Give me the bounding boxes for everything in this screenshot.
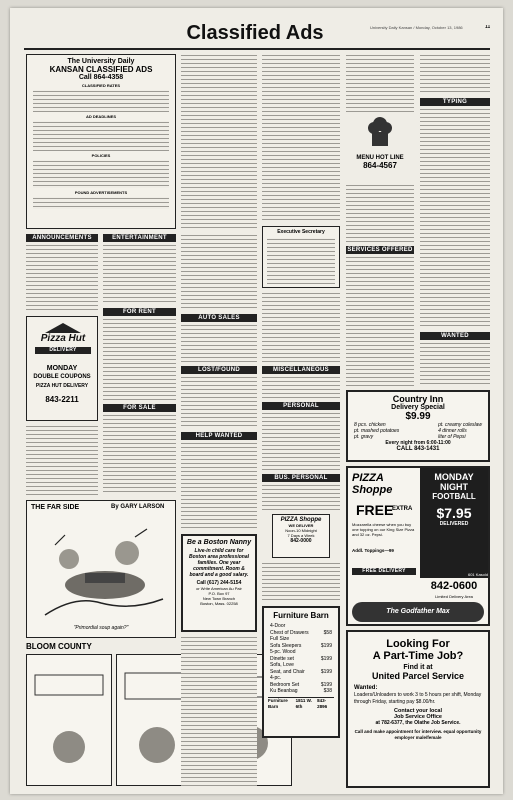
godfather-logo-text: The Godfather Max [386, 608, 450, 615]
furniture-barn-title: Furniture Barn [273, 611, 329, 620]
pizza-shoppe-small-phone: 842-0000 [290, 538, 312, 544]
country-inn-subtitle: Delivery Special [391, 404, 445, 411]
section-lost-found: LOST/FOUND [181, 366, 257, 374]
section-wanted: WANTED [420, 332, 490, 340]
ups-company: United Parcel Service [371, 671, 465, 681]
nanny-call: Call (617) 244-5154 [196, 580, 242, 586]
country-inn-ad [346, 390, 490, 462]
classified-info-box [26, 54, 176, 229]
chef-icon [346, 116, 414, 150]
pizza-shoppe-big-topping: Mozzarella cheese when you buy one topping on our King Size Pizza and 32 oz. Pepsi. [352, 522, 415, 537]
country-inn-hours: Every night from 6:00-11:00 [385, 440, 451, 446]
football-line3: FOOTBALL [432, 492, 476, 501]
ups-contact1: Contact your local [394, 708, 442, 714]
nanny-title: Be a Boston Nanny [186, 539, 252, 546]
help-wanted-text [181, 442, 257, 530]
ups-contact3: at 782-6377, the Olathe Job Service. [375, 720, 461, 726]
furniture-item: Seat, and Chair $199 [270, 668, 332, 675]
section-help-wanted: HELP WANTED [181, 432, 257, 440]
furniture-item: 5-pc. Wood [270, 649, 296, 655]
far-side-title: THE FAR SIDE [31, 504, 80, 511]
nanny-addr2: New Town Branch [202, 596, 236, 601]
pizza-hut-roof-icon [45, 323, 81, 333]
page-title: Classified Ads [186, 22, 324, 44]
furniture-barn-footer-name: Furniture Barn [268, 697, 288, 709]
pizza-shoppe-big-extra: EXTRA [392, 506, 413, 512]
boston-nanny-ad [181, 534, 257, 632]
furniture-item: Sofa Sleepers $199 [270, 642, 332, 649]
folio-line: University Daily Kansan / Monday, October 13, 1986 [370, 25, 463, 30]
furniture-item: 4-Door [270, 623, 286, 629]
lost-found-text [181, 376, 257, 428]
furniture-item: Bedroom Set $199 [270, 681, 332, 688]
pizza-shoppe-big-ad [346, 466, 490, 626]
pizza-shoppe-small-days: 7 Days a Week [287, 533, 315, 538]
column5-text-top [346, 54, 414, 112]
policies-text [33, 160, 169, 188]
pizza-shoppe-small-ad [272, 514, 330, 558]
bloom-county-panel-1 [26, 654, 112, 786]
pound-title: POUND ADVERTISEMENTS [74, 190, 128, 195]
furniture-barn-footer-addr: 1811 W. 6th [295, 697, 312, 709]
section-services-offered: SERVICES OFFERED [347, 247, 413, 253]
section-announcements: ANNOUNCEMENTS [26, 234, 98, 242]
section-typing: TYPING [420, 98, 490, 106]
godfather-logo [352, 602, 484, 622]
pizza-hut-line3: PIZZA HUT DELIVERY [35, 383, 89, 389]
country-inn-call: CALL 843-1431 [396, 446, 440, 452]
football-line2: NIGHT [440, 482, 468, 492]
services-offered-text [346, 256, 414, 386]
section-for-sale: FOR SALE [103, 404, 176, 412]
section-entertainment: ENTERTAINMENT [103, 234, 176, 242]
monday-football-panel [420, 468, 488, 578]
country-inn-item: pt. creamy coleslaw [438, 422, 482, 428]
pizza-hut-logo: Pizza Hut [40, 333, 86, 344]
column3-text-mid [181, 234, 257, 310]
furniture-item: Dinette set $199 [270, 655, 332, 662]
furniture-item: Sofa, Love [270, 662, 294, 668]
pound-text [33, 197, 169, 209]
column6-text-top [420, 54, 490, 94]
football-line1: MONDAY [434, 472, 474, 482]
ups-footer: Call and make appointment for interview. equal opportunity employer male/female [354, 729, 482, 740]
country-inn-item: liter of Pepsi [438, 434, 466, 440]
football-delivered: DELIVERED [439, 521, 469, 527]
classified-rates-title: CLASSIFIED RATES [81, 83, 121, 88]
nanny-addr3: Boston, Mass. 02258 [200, 601, 238, 606]
pizza-shoppe-big-name: PIZZA Shoppe [352, 472, 393, 496]
masthead-rule [24, 48, 490, 50]
nanny-write: or Write American Au Pair [196, 586, 242, 591]
typing-text [420, 108, 490, 328]
furniture-item: Full Size [270, 636, 290, 642]
pizza-shoppe-big-free: FREE [356, 502, 394, 518]
pizza-hut-delivery: DELIVERY [35, 347, 91, 354]
column4-text-top [262, 54, 340, 222]
pizza-shoppe-small-name: PIZZA Shoppe [280, 517, 322, 523]
furniture-barn-footer [268, 697, 334, 710]
football-phone: 842-0600 [430, 580, 478, 592]
nanny-body: Live-in child care for Boston area professional families. One year commitment. Room & board and a good salary. [188, 548, 249, 578]
ups-contact2: Job Service Office [394, 714, 442, 720]
furniture-barn-list [270, 623, 332, 695]
football-address: 601 Kasold [467, 572, 488, 577]
for-sale-text [103, 414, 176, 495]
country-inn-item: pt. mashed potatoes [354, 428, 400, 434]
far-side-drawing [35, 515, 167, 621]
ups-find: Find it at [403, 664, 433, 671]
newspaper-page [10, 8, 503, 794]
far-side-author: By GARY LARSON [111, 504, 165, 510]
country-inn-title: Country Inn [392, 394, 444, 404]
pizza-hut-ad [26, 316, 98, 421]
menu-hot-line-phone: 864-4567 [363, 161, 397, 170]
policies-title: POLICIES [91, 153, 111, 158]
column3-text-bottom [181, 636, 257, 786]
page-number: 11 [485, 25, 491, 30]
section-bus-personal: BUS. PERSONAL [262, 474, 340, 482]
auto-sales-text [181, 324, 257, 362]
for-rent-text [103, 318, 176, 400]
pizza-shoppe-big-addl: Addl. Toppings—99 [352, 548, 394, 553]
menu-hot-line-title: MENU HOT LINE [356, 155, 404, 161]
classified-box-phone: Call 864-4358 [78, 74, 124, 81]
announcements-text-2 [26, 425, 98, 495]
far-side-caption: "Primordial soup again?" [73, 625, 129, 631]
classified-box-line2: KANSAN CLASSIFIED ADS [49, 65, 153, 74]
furniture-barn-ad [262, 606, 340, 738]
column3-text-top [181, 54, 257, 230]
column5-text-mid [346, 184, 414, 242]
bus-personal-text [262, 484, 340, 512]
section-for-rent: FOR RENT [103, 308, 176, 316]
ad-deadlines-title: AD DEADLINES [85, 114, 116, 119]
section-personal: PERSONAL [262, 402, 340, 410]
ups-body: Loaders/Unloaders to work 3 to 5 hours per shift, Monday through Friday, starting pay $8.00/hr. [354, 692, 482, 705]
column4-text-mid [262, 292, 340, 362]
entertainment-text [103, 244, 176, 304]
section-auto-sales: AUTO SALES [181, 314, 257, 322]
football-area: Limited Delivery Area [435, 594, 473, 599]
pizza-hut-phone: 843-2211 [45, 395, 79, 404]
bloom-county-title: BLOOM COUNTY [26, 642, 92, 651]
pizza-shoppe-small-hours: Noon-10 Midnight [285, 528, 317, 533]
bus-personal-text-2 [262, 562, 340, 602]
menu-hot-line-ad [346, 116, 414, 180]
executive-secretary-ad [262, 226, 340, 288]
nanny-addr1: P.O. Box 97 [208, 591, 230, 596]
personal-text [262, 412, 340, 472]
deadlines-text [33, 121, 169, 151]
football-price: $7.95 [436, 505, 472, 521]
furniture-item: Chest of Drawers $58 [270, 629, 332, 636]
country-inn-item: 8 pcs. chicken [354, 422, 386, 428]
section-miscellaneous: MISCELLANEOUS [262, 366, 340, 374]
ups-headline2: A Part-Time Job? [372, 650, 464, 662]
rates-table [33, 90, 169, 112]
wanted-text [420, 342, 490, 386]
pizza-shoppe-big-delivery: FREE DELIVERY [352, 568, 416, 575]
classified-box-line1: The University Daily [67, 58, 135, 65]
furniture-barn-footer-phone: 843-2896 [317, 697, 328, 709]
pizza-shoppe-small-tagline: WE DELIVER [288, 523, 314, 528]
exec-secretary-text [267, 238, 335, 284]
country-inn-price: $9.99 [405, 411, 431, 422]
pizza-hut-line2: DOUBLE COUPONS [33, 374, 91, 380]
pizza-hut-line1: MONDAY [46, 365, 78, 372]
far-side-comic [26, 500, 176, 638]
country-inn-item: pt. gravy [354, 434, 374, 440]
ups-headline1: Looking For [386, 638, 450, 650]
ups-ad [346, 630, 490, 788]
miscellaneous-text [262, 376, 340, 398]
announcements-text [26, 244, 98, 312]
country-inn-items [354, 422, 482, 440]
country-inn-item: 4 dinner rolls [438, 428, 467, 434]
exec-secretary-title: Executive Secretary [277, 229, 325, 235]
furniture-item: 4-pc. [270, 675, 282, 681]
ups-wanted: Wanted: [354, 685, 378, 691]
furniture-item: Ku Beanbag $38 [270, 688, 332, 694]
